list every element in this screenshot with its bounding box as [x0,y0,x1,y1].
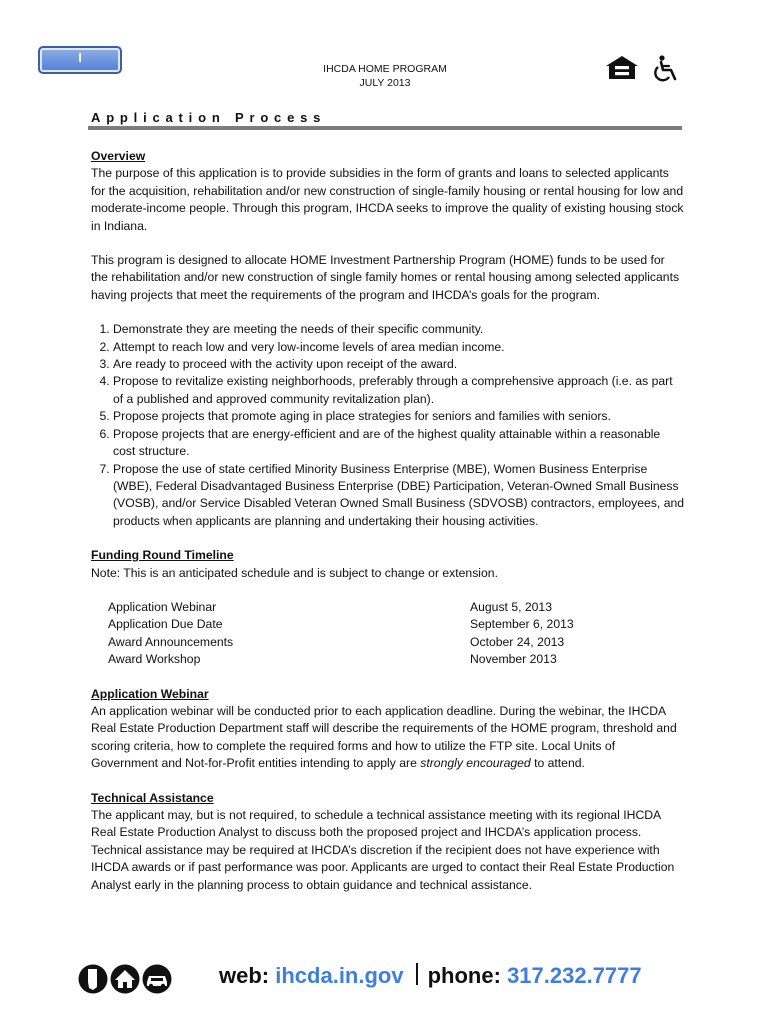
footer-icons [78,962,173,996]
timeline-event: Application Due Date [108,617,223,632]
timeline-note: Note: This is an anticipated schedule and is subject to change or extension. [91,565,498,580]
assistance-paragraph: The applicant may, but is not required, to schedule a technical assistance meeting with its regional IHCDA Real Estate Production Analyst to discuss both the proposed project and IHCDA’s application process. Technical assistance may be required at IHCDA’s discretion if the recipient does not have experience with IHCDA awards or if past performance was poor. Applicants are urged to contact their Real Estate Production Analyst early in the planning process to obtain guidance and technical assistance. [91,808,675,892]
list-item: 3. Are ready to proceed with the activity upon receipt of the award. [113,356,685,373]
overview-paragraph-1: The purpose of this application is to provide subsidies in the form of grants and loans to selected applicants for the acquisition, rehabilitation and/or new construction of single-family housing or rental housing for low and moderate-income people. Through this program, IHCDA seeks to improve the quality of existing housing stock in Indiana. [91,166,684,233]
document-body [91,148,685,894]
webinar-heading: Application Webinar [91,686,209,701]
list-item: 4. Propose to revitalize existing neighborhoods, preferably through a comprehensive approach (i.e. as part of a published and approved community revitalization plan). [113,373,685,408]
overview-paragraph-2: This program is designed to allocate HOME Investment Partnership Program (HOME) funds to be used for the rehabilitation and/or new construction of single family homes or rental housing among selected applicants having projects that meet the requirements of the program and IHCDA’s goals for the program. [91,253,680,302]
web-link[interactable]: ihcda.in.gov [275,963,404,988]
overview-heading: Overview [91,149,146,163]
webinar-paragraph [91,703,685,773]
timeline-date: September 6, 2013 [470,617,574,632]
accessibility-icon [655,55,675,80]
section-title: Application Process [91,110,327,125]
table-row [108,651,685,668]
webinar-emphasis: strongly encouraged [420,756,531,771]
webinar-text: An application webinar will be conducted prior to each application deadline. During the webinar, the IHCDA Real Estate Production Department staff will describe the requirements of the HOME program, threshold and scoring criteria, how to complete the required forms and how to utilize the FTP site. Local Units of Government and Not-for-Profit entities intending to apply are [91,703,677,771]
list-item: 1. Demonstrate they are meeting the needs of their specific community. [113,321,685,338]
table-row [108,616,685,633]
title-divider [88,126,682,130]
footer [78,962,688,998]
page-tab-label: I [78,50,82,65]
footer-contact [219,963,642,989]
table-row [108,634,685,651]
web-label: web: [219,963,270,988]
page-tab[interactable] [38,46,122,74]
header-date: JULY 2013 [359,77,411,89]
phone-number[interactable]: 317.232.7777 [507,963,642,988]
timeline-heading: Funding Round Timeline [91,548,234,563]
header-icons [605,54,691,82]
list-item: 7. Propose the use of state certified Minority Business Enterprise (MBE), Women Business Enterprise (WBE), Federal Disadvantaged Business Enterprise (DBE) Participation, Veteran-Owned Small Business (VOSB), and/or Service Disabled Veteran Owned Small Business (SDVOSB) contractors, employees, and products when applicants are planning and undertaking their housing activities. [113,461,685,531]
timeline-date: October 24, 2013 [470,634,565,649]
indiana-state-icon [79,965,108,994]
list-item: 2. Attempt to reach low and very low-income levels of area median income. [113,339,685,356]
footer-divider [416,963,418,985]
list-item: 6. Propose projects that are energy-efficient and are of the highest quality attainable within a reasonable cost structure. [113,426,685,461]
assistance-heading: Technical Assistance [91,790,214,805]
goals-list [91,321,685,530]
phone-label: phone: [427,963,501,988]
timeline-table [108,599,685,669]
timeline-date: August 5, 2013 [470,599,552,614]
timeline-date: November 2013 [470,652,557,667]
equal-housing-icon [606,56,638,79]
house-icon [111,965,140,994]
timeline-event: Award Announcements [108,634,234,649]
list-item: 5. Propose projects that promote aging in place strategies for seniors and families with seniors. [113,408,685,425]
timeline-event: Application Webinar [108,599,217,614]
header-program-title: IHCDA HOME PROGRAM [323,63,447,75]
webinar-text-end: to attend. [530,756,585,771]
table-row [108,599,685,616]
timeline-event: Award Workshop [108,652,201,667]
car-icon [143,965,172,994]
